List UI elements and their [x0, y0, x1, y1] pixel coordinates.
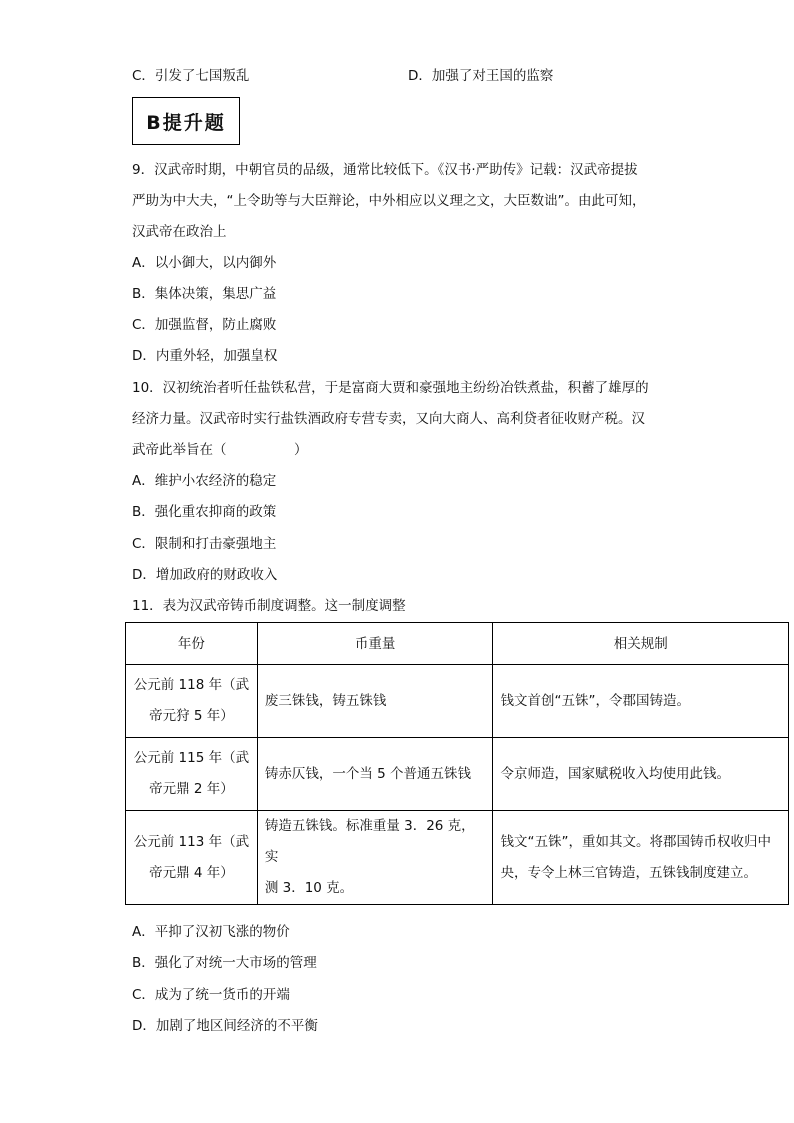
- q11-option-b[interactable]: B．强化了对统一大市场的管理: [132, 955, 317, 971]
- q10-stem-line-2: 经济力量。汉武帝时实行盐铁酒政府专营专卖，又向大商人、高利贷者征收财产税。汉: [132, 411, 645, 427]
- cell-weight: [257, 665, 493, 738]
- q11-stem: 11．表为汉武帝铸币制度调整。这一制度调整: [132, 598, 406, 614]
- cell-rules-line: 钱文首创“五铢”，令郡国铸造。: [500, 692, 690, 709]
- cell-year: [126, 665, 258, 738]
- cell-year-line: 公元前 118 年（武: [133, 677, 250, 693]
- q10-stem-line-1: 10．汉初统治者听任盐铁私营，于是富商大贾和豪强地主纷纷冶铁煮盐，积蓄了雄厚的: [132, 380, 649, 396]
- q9-option-b[interactable]: B．集体决策，集思广益: [132, 286, 277, 302]
- header-weight: 币重量: [257, 623, 493, 665]
- cell-weight-line: 测 3．10 克。: [264, 880, 354, 896]
- q9-stem-line-3: 汉武帝在政治上: [132, 224, 227, 240]
- q10-stem-line-3: 武帝此举旨在（ ）: [132, 442, 308, 458]
- table-header-row: [126, 623, 789, 665]
- q10-option-d[interactable]: D．增加政府的财政收入: [132, 567, 278, 583]
- table-row: [126, 665, 789, 738]
- table-row: [126, 738, 789, 811]
- cell-rules-line: 钱文“五铢”，重如其文。将郡国铸币权收归中: [500, 833, 771, 850]
- cell-year: [126, 738, 258, 811]
- section-title: B提升题: [146, 111, 226, 134]
- section-heading-box: [132, 97, 240, 145]
- q9-option-d[interactable]: D．内重外轻，加强皇权: [132, 348, 278, 364]
- prev-question-options: [132, 66, 772, 86]
- q11-option-d[interactable]: D．加剧了地区间经济的不平衡: [132, 1018, 318, 1034]
- prev-option-d: D．加强了对王国的监察: [408, 68, 554, 84]
- q9-option-a[interactable]: A．以小御大，以内御外: [132, 255, 277, 271]
- cell-rules-line: 央，专令上林三官铸造，五铢钱制度建立。: [500, 864, 757, 881]
- cell-weight-line: 铸赤仄钱，一个当 5 个普通五铢钱: [264, 765, 471, 782]
- cell-year-line: 帝元狩 5 年）: [149, 708, 234, 724]
- q9-option-c[interactable]: C．加强监督，防止腐败: [132, 317, 277, 333]
- cell-weight-line: 废三铢钱，铸五铢钱: [264, 692, 387, 709]
- cell-rules: [493, 811, 789, 905]
- q9-stem-line-2: 严助为中大夫，“上令助等与大臣辩论，中外相应以义理之文，大臣数诎”。由此可知，: [132, 193, 646, 209]
- cell-weight: [257, 738, 493, 811]
- q10-option-c[interactable]: C．限制和打击豪强地主: [132, 536, 277, 552]
- q9-stem-line-1: 9．汉武帝时期，中朝官员的品级，通常比较低下。《汉书·严助传》记载：汉武帝提拔: [132, 162, 638, 178]
- cell-rules: [493, 665, 789, 738]
- cell-year-line: 公元前 113 年（武: [133, 833, 250, 850]
- q10-option-a[interactable]: A．维护小农经济的稳定: [132, 473, 277, 489]
- cell-year: [126, 811, 258, 905]
- header-year: 年份: [126, 623, 258, 665]
- cell-year-line: 帝元鼎 2 年）: [149, 781, 234, 797]
- cell-weight: [257, 811, 493, 905]
- cell-rules-line: 令京师造，国家赋税收入均使用此钱。: [500, 765, 730, 782]
- q11-option-a[interactable]: A．平抑了汉初飞涨的物价: [132, 924, 290, 940]
- cell-year-line: 公元前 115 年（武: [133, 750, 250, 766]
- prev-option-c: C．引发了七国叛乱: [132, 68, 250, 84]
- q11-option-c[interactable]: C．成为了统一货币的开端: [132, 987, 290, 1003]
- cell-weight-line: 铸造五铢钱。标准重量 3．26 克，实: [264, 818, 475, 865]
- cell-year-line: 帝元鼎 4 年）: [149, 864, 234, 881]
- header-rules: 相关规制: [493, 623, 789, 665]
- q10-option-b[interactable]: B．强化重农抑商的政策: [132, 504, 277, 520]
- coinage-table: [125, 622, 789, 905]
- cell-rules: [493, 738, 789, 811]
- table-row: [126, 811, 789, 905]
